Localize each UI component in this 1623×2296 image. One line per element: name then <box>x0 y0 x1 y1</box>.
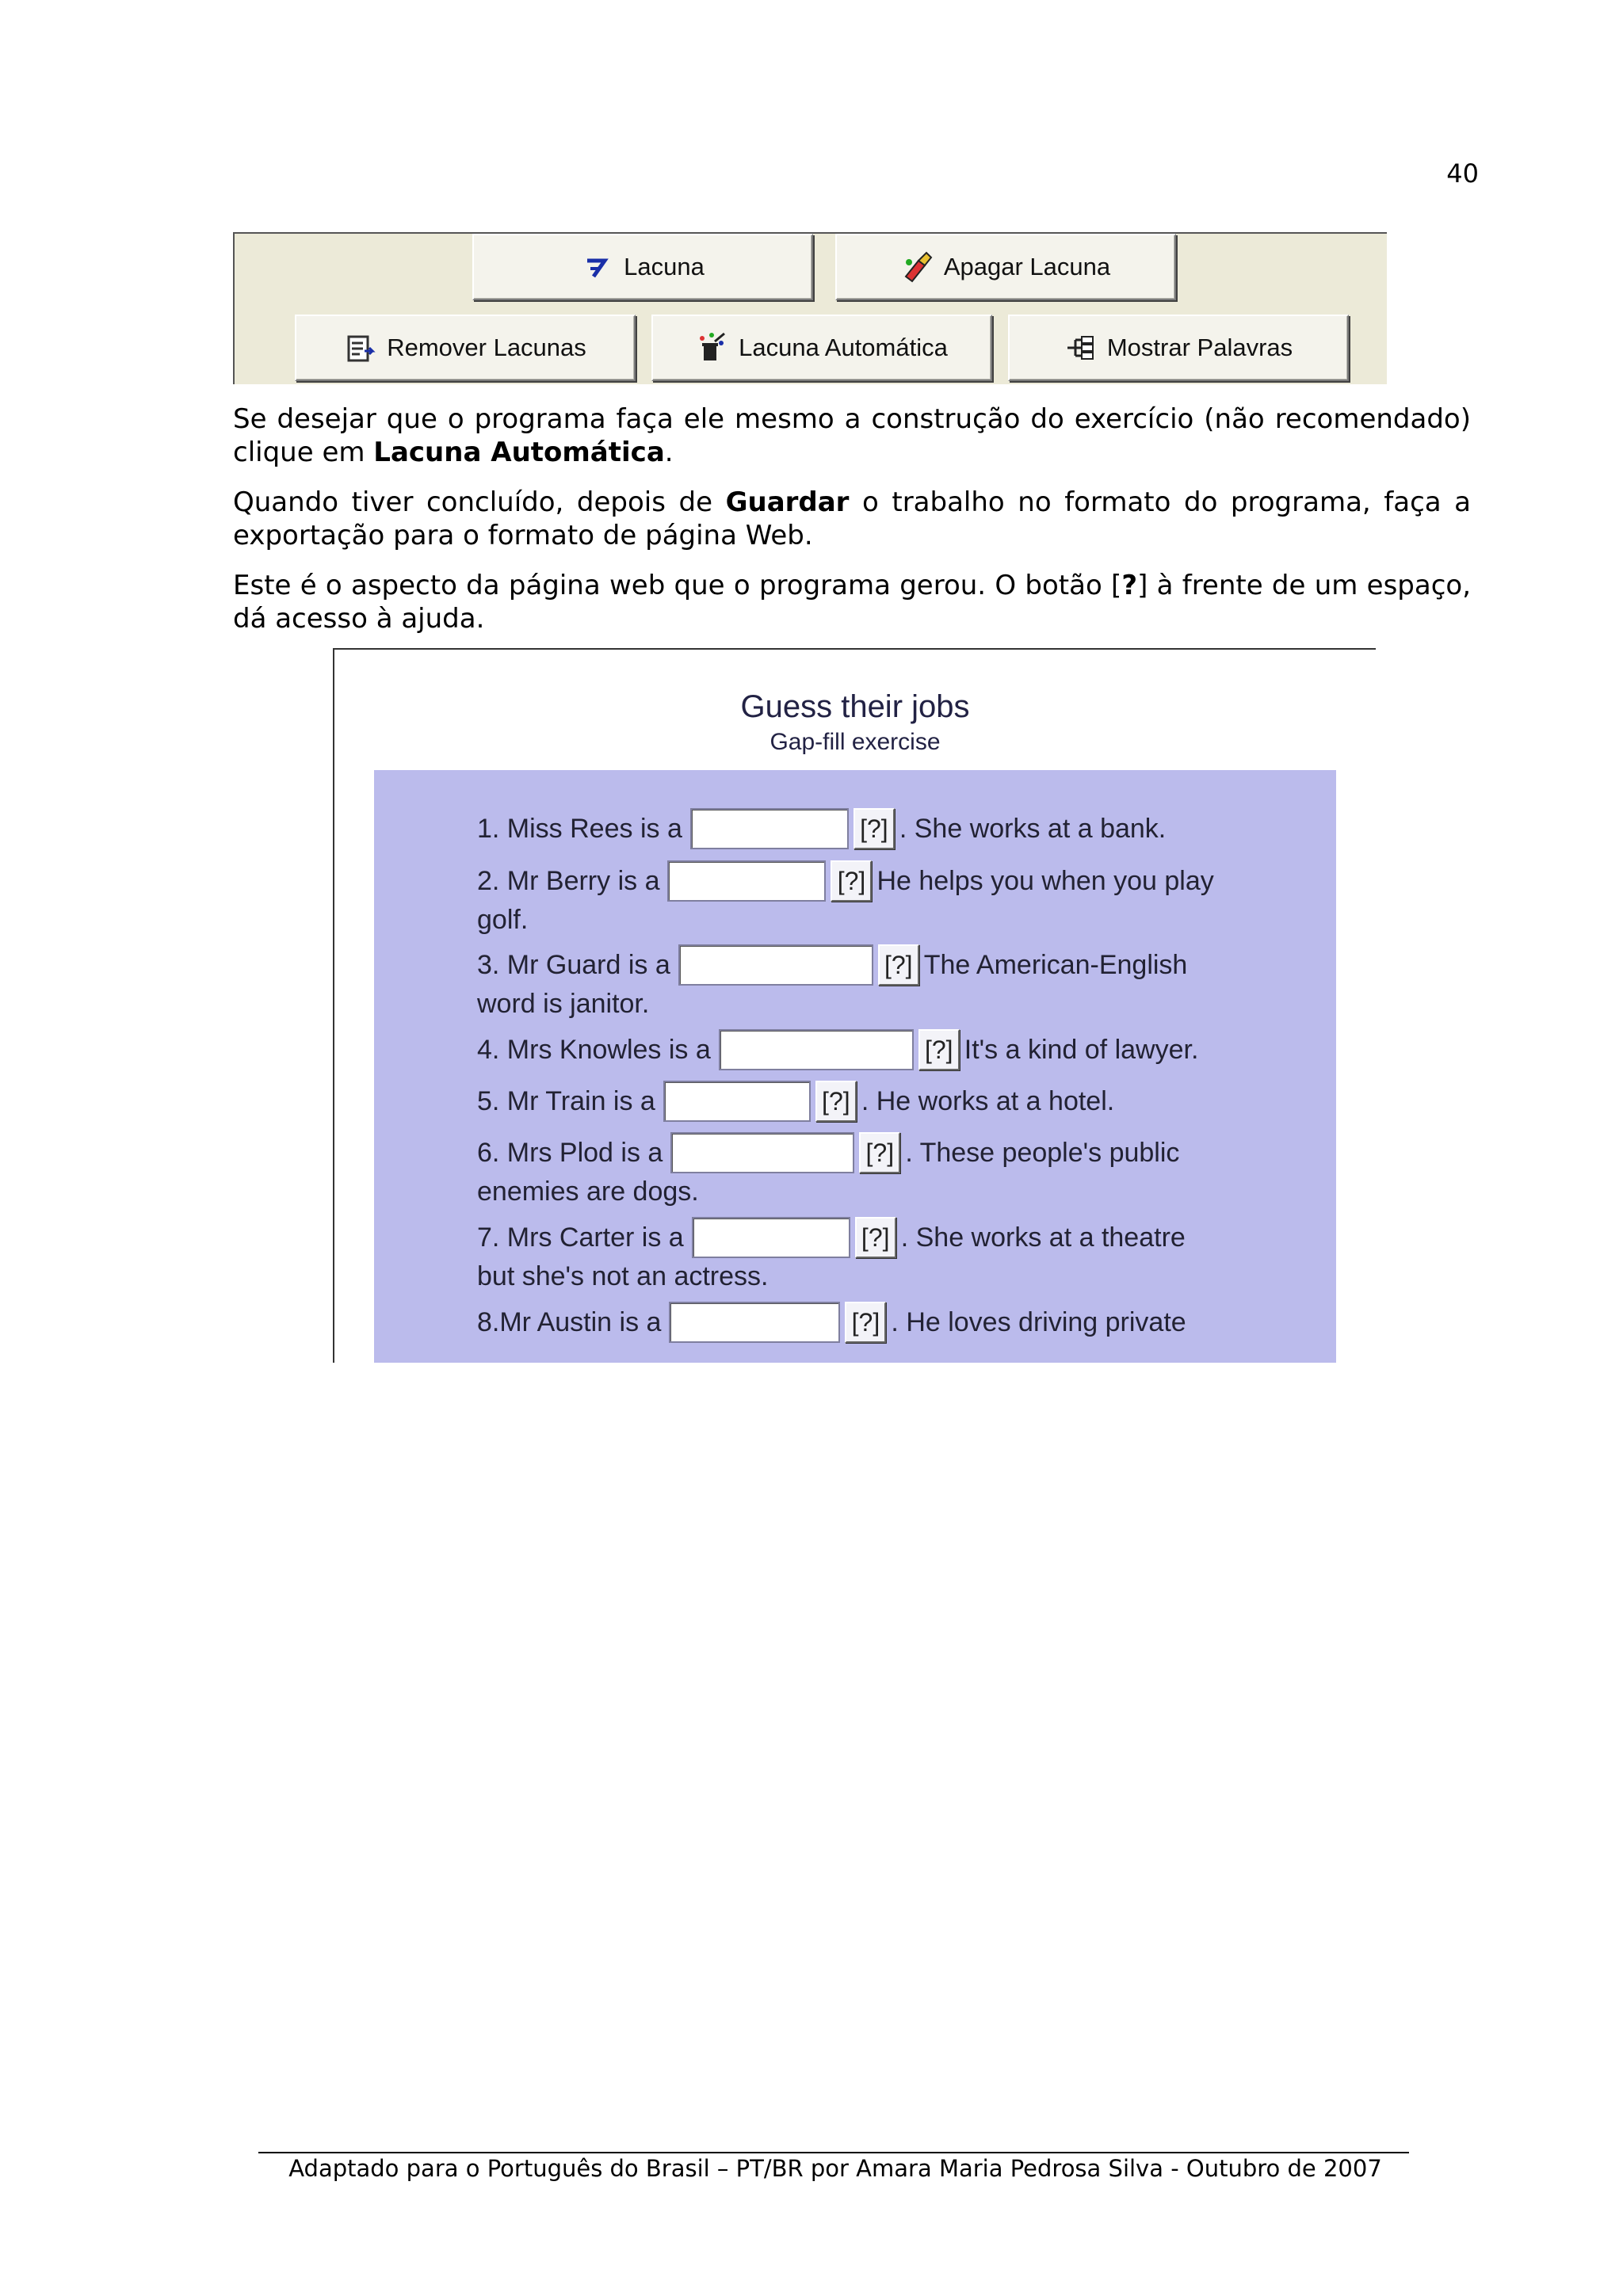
exercise-item <box>477 1029 1198 1070</box>
paragraph-web-aspect <box>233 569 1471 635</box>
exercise-subtitle: Gap-fill exercise <box>769 729 941 755</box>
lacuna-automatica-button[interactable] <box>651 315 992 381</box>
item-text: 5. Mr Train is a <box>477 1085 655 1116</box>
paragraph-export <box>233 486 1471 552</box>
hint-button[interactable]: [?] <box>854 808 895 849</box>
footer-credit: Adaptado para o Português do Brasil – PT/BR por Amara Maria Pedrosa Silva - Outubro de 2007 <box>288 2155 1382 2182</box>
paragraph-bold: Lacuna Automática <box>373 437 665 468</box>
paragraph-text: Este é o aspecto da página web que o programa gerou. O botão [ <box>233 570 1122 601</box>
gap-input[interactable] <box>670 1132 854 1173</box>
paragraph-text: ] à frente de um espaço, dá acesso à ajuda. <box>233 570 1471 635</box>
item-continuation: enemies are dogs. <box>477 1177 699 1207</box>
paragraph-bold: Guardar <box>725 486 850 518</box>
gap-icon <box>581 251 613 283</box>
item-text: . These people's public <box>905 1137 1180 1168</box>
item-text: The American-English <box>923 949 1188 980</box>
item-text: 4. Mrs Knowles is a <box>477 1034 711 1065</box>
gap-input[interactable] <box>669 1302 840 1343</box>
word-list-icon <box>1064 332 1096 364</box>
hint-button[interactable]: [?] <box>859 1132 900 1173</box>
item-text: . She works at a theatre <box>900 1222 1186 1253</box>
hint-button[interactable]: [?] <box>845 1302 886 1343</box>
gap-input[interactable] <box>667 860 826 902</box>
hint-button[interactable]: [?] <box>878 944 919 986</box>
item-text: 7. Mrs Carter is a <box>477 1222 684 1253</box>
exercise-item <box>477 944 1187 986</box>
item-text: He helps you when you play <box>876 865 1214 896</box>
paragraph-text: Quando tiver concluído, depois de <box>233 486 726 518</box>
gap-input[interactable] <box>719 1029 914 1070</box>
item-text: 6. Mrs Plod is a <box>477 1137 663 1168</box>
gap-toolbar <box>233 232 1387 384</box>
mostrar-palavras-button[interactable] <box>1008 315 1349 381</box>
gap-input[interactable] <box>690 808 849 849</box>
item-text: 1. Miss Rees is a <box>477 813 682 844</box>
mostrar-palavras-label: Mostrar Palavras <box>1106 334 1293 361</box>
hint-button[interactable]: [?] <box>831 860 872 902</box>
gap-input[interactable] <box>678 944 873 986</box>
hint-button[interactable]: [?] <box>855 1217 896 1258</box>
item-text: 8.Mr Austin is a <box>477 1306 662 1337</box>
eraser-icon <box>901 251 933 283</box>
apagar-lacuna-button[interactable] <box>835 234 1176 300</box>
item-text: 3. Mr Guard is a <box>477 949 670 980</box>
exercise-item <box>477 860 1214 902</box>
paragraph-text: o trabalho no formato do programa, faça a exportação para o formato de página Web. <box>233 486 1471 551</box>
footer-divider <box>258 2152 1409 2153</box>
exercise-item <box>477 1132 1179 1173</box>
exercise-web-page <box>333 648 1376 1363</box>
remover-lacunas-label: Remover Lacunas <box>387 334 586 361</box>
magic-wand-icon <box>696 332 727 364</box>
item-continuation: but she's not an actress. <box>477 1261 769 1291</box>
item-text: . He works at a hotel. <box>861 1085 1115 1116</box>
lacuna-button[interactable] <box>472 234 813 300</box>
exercise-panel <box>374 770 1336 1363</box>
item-text: . He loves driving private <box>891 1306 1186 1337</box>
exercise-item <box>477 808 1166 849</box>
apagar-lacuna-label: Apagar Lacuna <box>943 253 1111 280</box>
exercise-item <box>477 1217 1186 1258</box>
gap-input[interactable] <box>663 1081 811 1122</box>
exercise-item <box>477 1081 1114 1122</box>
lacuna-label: Lacuna <box>624 253 705 280</box>
exercise-item <box>477 1302 1186 1343</box>
remover-lacunas-button[interactable] <box>295 315 636 381</box>
item-text: . She works at a bank. <box>899 813 1167 844</box>
item-continuation: word is janitor. <box>477 989 650 1019</box>
item-continuation: golf. <box>477 905 529 935</box>
paragraph-auto-gap <box>233 402 1471 469</box>
hint-button[interactable]: [?] <box>918 1029 960 1070</box>
exercise-title: Guess their jobs <box>740 689 970 724</box>
gap-input[interactable] <box>692 1217 850 1258</box>
paragraph-text: Se desejar que o programa faça ele mesmo a construção do exercício (não recomendado) clique em <box>233 403 1471 468</box>
page-number: 40 <box>1446 158 1479 189</box>
item-text: It's a kind of lawyer. <box>964 1034 1199 1065</box>
lacuna-automatica-label: Lacuna Automática <box>739 334 948 361</box>
remove-gaps-icon <box>344 332 376 364</box>
paragraph-text: . <box>664 437 674 468</box>
paragraph-bold: ? <box>1121 570 1138 601</box>
hint-button[interactable]: [?] <box>815 1081 857 1122</box>
item-text: 2. Mr Berry is a <box>477 865 660 896</box>
